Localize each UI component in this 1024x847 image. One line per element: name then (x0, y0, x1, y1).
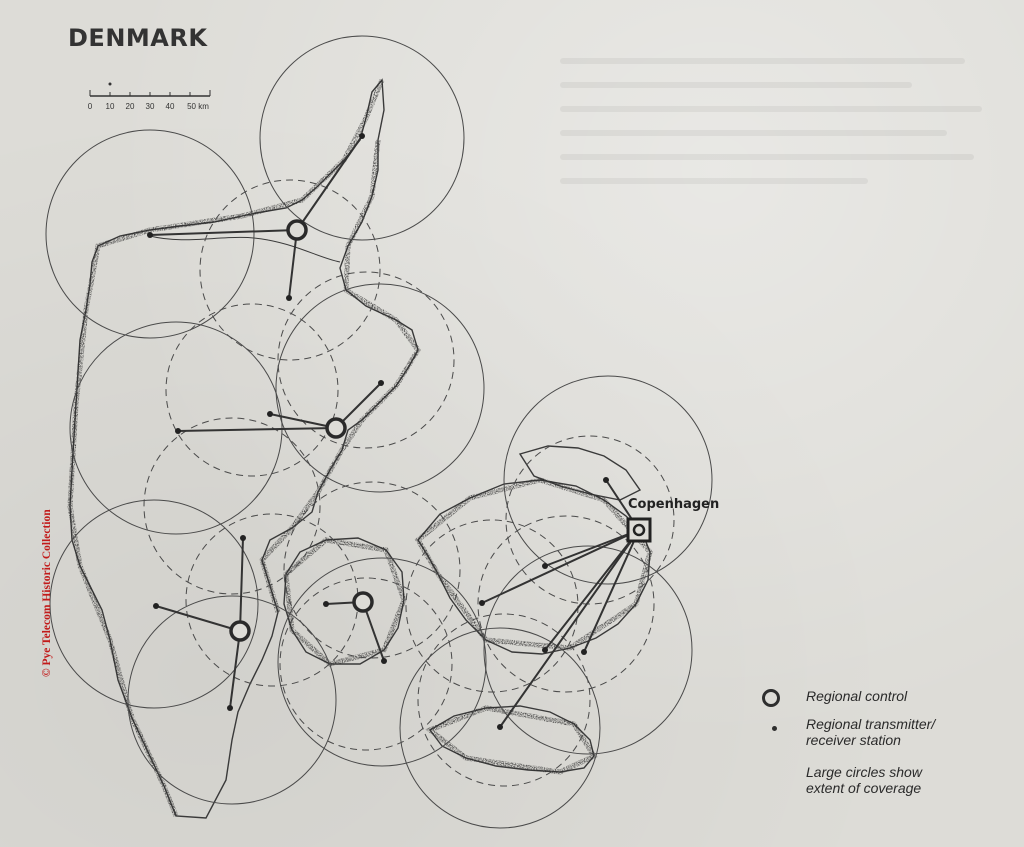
link-line (240, 538, 243, 631)
regional-control-ring-icon (762, 689, 780, 707)
zealand-coastline (418, 480, 650, 654)
transmitter-dot-icon (479, 600, 485, 606)
legend-label: Regional transmitter/ receiver station (806, 716, 936, 748)
transmitter-dot-icon (323, 601, 329, 607)
jutland-coastline (70, 80, 418, 818)
link-line (500, 530, 639, 727)
transmitter-dot-icon (603, 477, 609, 483)
regional-control-ring-icon (288, 221, 306, 239)
scale-tick-label: 40 (165, 102, 175, 111)
dashed-circle (406, 520, 578, 692)
transmitter-dot-icon (381, 658, 387, 664)
legend-label: Regional control (806, 688, 908, 704)
scale-tick-label: 30 (145, 102, 155, 111)
link-line (482, 530, 639, 603)
transmitter-dot-icon (240, 535, 246, 541)
coverage-circles (46, 36, 712, 828)
transmitter-dot-icon (581, 649, 587, 655)
transmitter-stations (147, 133, 609, 730)
lolland-falster-coastline (430, 706, 594, 772)
copenhagen-label: Copenhagen (628, 497, 720, 512)
copyright-credit: © Pye Telecom Historic Collection (41, 509, 53, 677)
dashed-circle (200, 180, 380, 360)
dashed-circle (166, 304, 338, 476)
transmitter-dot-icon (542, 647, 548, 653)
scale-tick-label: 20 (125, 102, 135, 111)
legend-item-coverage (760, 764, 980, 804)
land-masses (70, 80, 650, 818)
legend (760, 686, 980, 804)
legend-item-regional-control (760, 686, 980, 714)
transmitter-dot-icon (772, 726, 777, 731)
transmitter-dot-icon (267, 411, 273, 417)
transmitter-dot-icon (286, 295, 292, 301)
link-line (156, 606, 240, 631)
limfjord-channel (150, 236, 340, 262)
transmitter-dot-icon (227, 705, 233, 711)
radio-links (150, 136, 639, 727)
regional-control-ring-icon (354, 593, 372, 611)
regional-control-ring-icon (327, 419, 345, 437)
scale-tick-label: 50 km (187, 102, 209, 111)
legend-item-transmitter (760, 714, 980, 764)
link-line (150, 230, 297, 235)
regional-control-ring-icon (231, 622, 249, 640)
legend-label: Large circles show extent of coverage (806, 764, 922, 796)
coverage-circle (484, 546, 692, 754)
transmitter-dot-icon (359, 133, 365, 139)
scale-tick-label: 0 (87, 102, 93, 111)
transmitter-dot-icon (175, 428, 181, 434)
link-line (230, 631, 240, 708)
transmitter-dot-icon (497, 724, 503, 730)
map-title: DENMARK (68, 24, 208, 52)
scale-tick-label: 10 (105, 102, 115, 111)
transmitter-dot-icon (378, 380, 384, 386)
transmitter-dot-icon (147, 232, 153, 238)
link-line (297, 136, 362, 230)
copenhagen-square-icon (628, 519, 650, 541)
transmitter-dot-icon (153, 603, 159, 609)
copenhagen-marker (628, 519, 650, 541)
transmitter-dot-icon (542, 563, 548, 569)
